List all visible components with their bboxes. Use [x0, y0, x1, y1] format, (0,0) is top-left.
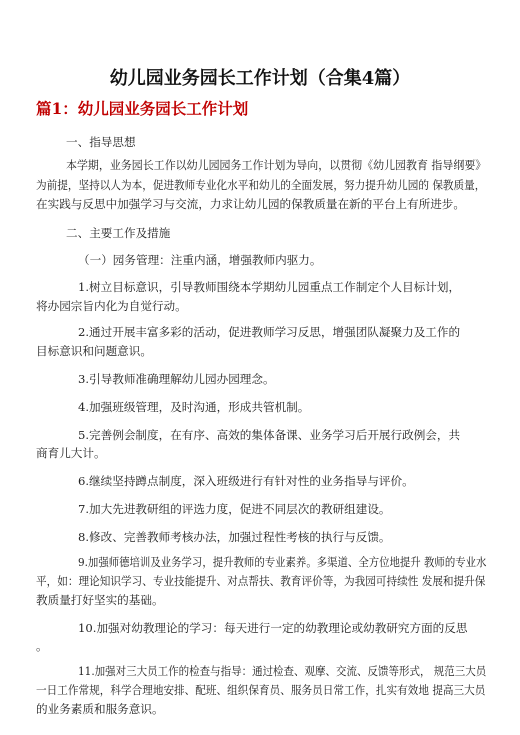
- paragraph-line: 平，如：理论知识学习、专业技能提升、对点帮扶、教育评价等，为我园可持续性 发展和提升保: [36, 574, 486, 588]
- paragraph-line: （一）园务管理：注重内涵，增强教师内驱力。: [78, 253, 322, 267]
- paragraph-line: 一、指导思想: [66, 135, 136, 149]
- paragraph-line: 1.树立目标意识，引导教师围绕本学期幼儿园重点工作制定个人目标计划，: [78, 280, 461, 294]
- section-heading: 篇1：幼儿园业务园长工作计划: [36, 99, 249, 118]
- paragraph-line: 6.继续坚持蹲点制度，深入班级进行有针对性的业务指导与评价。: [78, 474, 414, 488]
- paragraph-line: 教质量打好坚实的基础。: [36, 593, 164, 607]
- paragraph-line: 一日工作常规，科学合理地安排、配班、组织保育员、服务员日常工作，扎实有效地 提高三大员: [36, 683, 486, 697]
- paragraph-line: 4.加强班级管理，及时沟通，形成共管机制。: [78, 400, 310, 414]
- paragraph-line: 将办园宗旨内化为自觉行动。: [36, 299, 187, 313]
- paragraph-line: 目标意识和问题意识。: [36, 344, 152, 358]
- paragraph-line: 商育儿大计。: [36, 446, 106, 460]
- paragraph-line: 。: [36, 639, 48, 653]
- paragraph-line: 5.完善例会制度，在有序、高效的集体备课、业务学习后开展行政例会，共: [78, 428, 461, 442]
- paragraph-line: 8.修改、完善教师考核办法，加强过程性考核的执行与反馈。: [78, 530, 391, 544]
- paragraph-line: 本学期，业务园长工作以幼儿园园务工作计划为导向，以贯彻《幼儿园教育 指导纲要》: [66, 158, 487, 172]
- paragraph-line: 10.加强对幼教理论的学习：每天进行一定的幼教理论或幼教研究方面的反思: [78, 621, 468, 635]
- paragraph-line: 为前提，坚持以人为本，促进教师专业化水平和幼儿的全面发展，努力提升幼儿园的 保教质量，: [36, 178, 486, 192]
- document-title: 幼儿园业务园长工作计划（合集4篇）: [109, 68, 411, 89]
- paragraph-line: 2.通过开展丰富多彩的活动，促进教师学习反思，增强团队凝聚力及工作的: [78, 325, 461, 339]
- paragraph-line: 7.加大先进教研组的评选力度，促进不同层次的教研组建设。: [78, 502, 391, 516]
- paragraph-line: 的业务素质和服务意识。: [36, 702, 164, 716]
- paragraph-line: 9.加强师德培训及业务学习，提升教师的专业素养。多渠道、全方位地提升 教师的专业水: [78, 555, 487, 569]
- paragraph-line: 11.加强对三大员工作的检查与指导：通过检查、观摩、交流、反馈等形式， 规范三大员: [78, 664, 487, 678]
- paragraph-line: 二、主要工作及措施: [66, 226, 171, 240]
- paragraph-line: 在实践与反思中加强学习与交流，力求让幼儿园的保教质量在新的平台上有所进步。: [36, 197, 465, 211]
- paragraph-line: 3.引导教师准确理解幼儿园办园理念。: [78, 372, 275, 386]
